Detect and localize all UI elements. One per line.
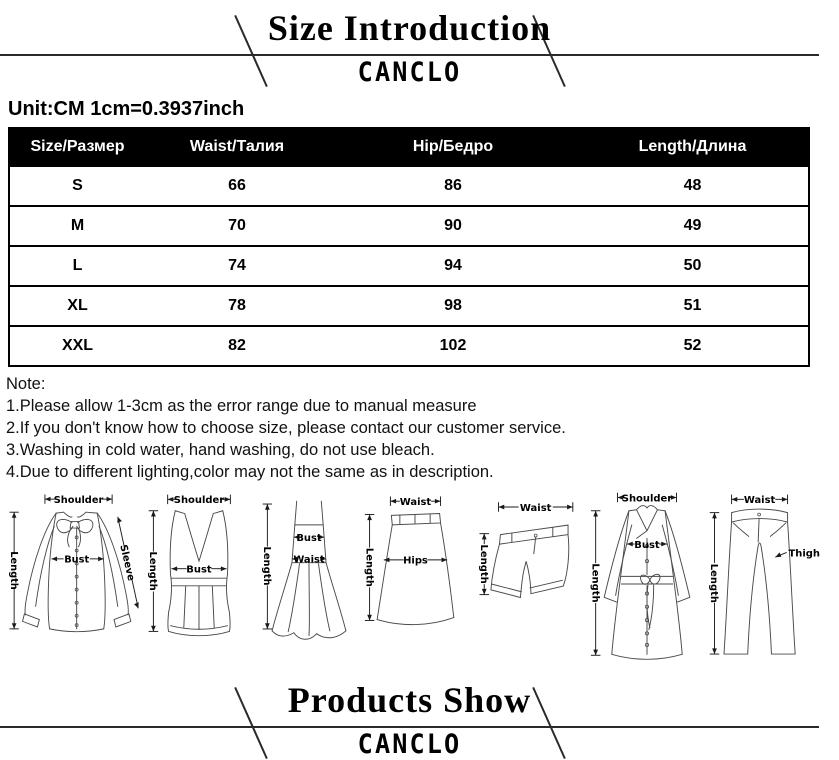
hips-arrow <box>384 556 447 567</box>
pants-diagram <box>705 487 820 669</box>
measure-label-waist: Waist <box>519 502 552 514</box>
measure-label-length: Length <box>7 551 19 590</box>
measure-label-length: Length <box>261 546 273 586</box>
cell-length: 51 <box>577 286 809 326</box>
length-arrow <box>364 514 375 620</box>
cell-waist: 82 <box>145 326 329 366</box>
cell-size: XL <box>9 286 145 326</box>
col-header-hip: Hip/Бедро <box>329 128 577 166</box>
unit-conversion-text: Unit:CM 1cm=0.3937inch <box>8 98 245 120</box>
garment-outline <box>604 506 690 660</box>
blouse-diagram <box>2 487 142 664</box>
cell-waist: 78 <box>145 286 329 326</box>
cami-dress-diagram <box>256 487 362 667</box>
length-arrow <box>261 504 272 629</box>
coat-diagram <box>589 487 705 670</box>
brand-logo: CANCLO <box>357 56 462 88</box>
length-arrow <box>589 511 600 656</box>
skirt-diagram <box>362 487 468 667</box>
bust-arrow <box>51 555 103 566</box>
cell-size: M <box>9 206 145 246</box>
length-arrow <box>8 512 19 629</box>
note-item: 1.Please allow 1-3cm as the error range due to manual measure <box>6 397 477 415</box>
measure-label-bust: Bust <box>186 564 212 576</box>
garment-outline <box>491 525 569 597</box>
length-arrow <box>147 511 158 632</box>
waist-arrow <box>292 555 326 566</box>
bust-arrow <box>627 540 667 551</box>
measure-label-thigh: Thigh <box>788 548 820 560</box>
section-title: Products Show <box>287 679 532 720</box>
cell-length: 49 <box>577 206 809 246</box>
cell-length: 48 <box>577 166 809 206</box>
cell-hip: 94 <box>329 246 577 286</box>
bust-arrow <box>294 533 324 544</box>
shoulder-arrow <box>617 493 676 505</box>
divider-line <box>0 726 819 728</box>
table-row <box>9 246 809 286</box>
length-arrow <box>478 534 489 595</box>
cell-hip: 98 <box>329 286 577 326</box>
measure-label-length: Length <box>589 563 601 603</box>
col-header-length: Length/Длина <box>577 128 809 166</box>
cell-hip: 90 <box>329 206 577 246</box>
measure-label-length: Length <box>364 547 376 587</box>
waist-arrow <box>391 496 441 508</box>
note-item: 3.Washing in cold water, hand washing, do not use bleach. <box>6 441 435 459</box>
length-arrow <box>708 513 719 654</box>
measure-label-hips: Hips <box>403 555 429 567</box>
measure-label-waist: Waist <box>743 495 776 507</box>
table-header-row <box>9 128 809 166</box>
garment-outline <box>724 509 795 654</box>
products-show-header <box>0 672 819 760</box>
garment-outline <box>272 501 346 639</box>
waist-arrow <box>732 495 788 507</box>
notes-block <box>6 373 819 483</box>
shorts-diagram <box>469 487 589 668</box>
table-row <box>9 286 809 326</box>
measure-label-sleeve: Sleeve <box>117 543 137 582</box>
measure-label-length: Length <box>477 544 489 584</box>
cell-waist: 70 <box>145 206 329 246</box>
waist-arrow <box>498 502 572 514</box>
measure-label-shoulder: Shoulder <box>621 493 673 505</box>
cell-hip: 102 <box>329 326 577 366</box>
table-row <box>9 206 809 246</box>
measurement-diagrams <box>0 483 819 670</box>
table-row <box>9 326 809 366</box>
brand-logo: CANCLO <box>357 727 462 760</box>
garment-outline <box>378 513 455 624</box>
page-title: Size Introduction <box>267 8 552 48</box>
note-item: 4.Due to different lighting,color may not the same as in description. <box>6 463 494 481</box>
measure-label-waist: Waist <box>400 496 432 508</box>
notes-title: Note: <box>6 375 46 393</box>
cell-size: L <box>9 246 145 286</box>
cell-size: S <box>9 166 145 206</box>
vest-diagram <box>142 487 256 668</box>
shoulder-arrow <box>168 495 231 507</box>
thigh-arrow <box>775 548 820 559</box>
cell-size: XXL <box>9 326 145 366</box>
cell-waist: 74 <box>145 246 329 286</box>
cell-length: 50 <box>577 246 809 286</box>
measure-label-shoulder: Shoulder <box>53 494 104 506</box>
measure-label-shoulder: Shoulder <box>173 495 225 507</box>
size-intro-header <box>0 0 819 88</box>
col-header-waist: Waist/Талия <box>145 128 329 166</box>
shoulder-arrow <box>45 494 112 505</box>
sleeve-arrow <box>117 517 138 608</box>
cell-length: 52 <box>577 326 809 366</box>
cell-waist: 66 <box>145 166 329 206</box>
size-chart-table <box>8 127 810 367</box>
garment-outline <box>23 512 131 631</box>
col-header-size: Size/Размер <box>9 128 145 166</box>
bust-arrow <box>172 565 227 576</box>
measure-label-bust: Bust <box>296 532 322 544</box>
measure-label-bust: Bust <box>64 554 90 566</box>
cell-hip: 86 <box>329 166 577 206</box>
note-item: 2.If you don't know how to choose size, please contact our customer service. <box>6 419 566 437</box>
measure-label-length: Length <box>147 551 159 591</box>
measure-label-waist: Waist <box>293 554 325 566</box>
measure-label-bust: Bust <box>634 539 660 551</box>
table-row <box>9 166 809 206</box>
measure-label-length: Length <box>708 563 720 603</box>
